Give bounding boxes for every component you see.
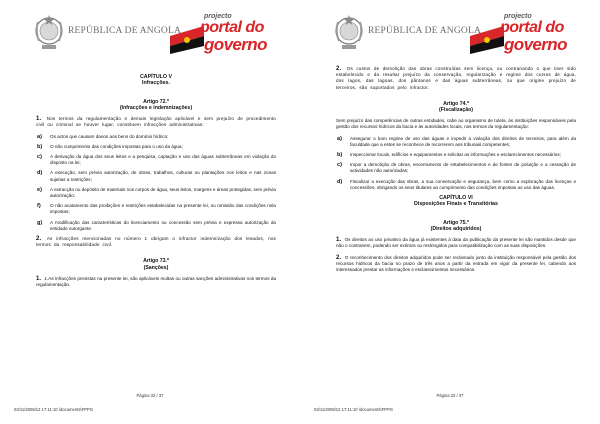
list-item-letter: f) [37, 203, 41, 210]
angola-coat-of-arms-icon [32, 12, 66, 52]
republic-title: REPÚBLICA DE ANGOLA [68, 26, 182, 36]
page-header [14, 12, 286, 56]
logo-line-2: governo [504, 35, 567, 54]
list-item-letter: a) [37, 133, 42, 140]
document-path: 03/11/2006/12 17:11:10 \documents\FPPG [314, 407, 393, 412]
chapter-heading-line: CAPÍTULO VI [439, 195, 473, 202]
article-heading-line: Artigo 72.º [143, 98, 169, 105]
page-number: Página 33 / 37 [436, 393, 464, 398]
paragraph [336, 237, 576, 249]
paragraph-number: 2. [336, 66, 342, 72]
page-number: Página 32 / 37 [136, 393, 164, 398]
chapter-heading [336, 195, 576, 208]
list-item [36, 220, 276, 232]
document-path: 03/11/2006/12 17:11:10 \documents\FPPG [14, 407, 93, 412]
list-item-text: Impor a demolição de obras, encerramento de estabelecimentos e de fontes de poluição e a cessação de actividades não autorizadas; [350, 162, 576, 174]
logo-line-1: portal do [200, 19, 264, 36]
republic-title: REPÚBLICA DE ANGOLA [368, 26, 482, 36]
page-right [300, 0, 600, 424]
paragraph-text: Os custos de demolição das obras construídas sem licença, ou contrariando o que tiver sido estabelecido e da resultar prejuízo da conservação, regularização e regime dos cursos de água, dos lagos, das lagoas, dos pântanos e das águas subterrâneas, ou que origine prejuízo de terceiros, são suportados pelo infractor. [336, 66, 576, 90]
list-item-letter: d) [337, 178, 343, 185]
list-item [36, 144, 276, 150]
list-item-letter: d) [37, 170, 43, 177]
paragraph-text: Sem prejuízo das competências de outras entidades, cabe ao organismo de tutela, às instituições responsáveis pela gestão dos recursos hídricos da bacia e às autoridades locais, nos termos da regulamentação: [336, 118, 576, 130]
list-item-text: Fiscalizar a execução das obras, a sua conservação e segurança, bem como a exploração das licenças e concessões, obrigando os seus titulares ao cumprimento das condições impostas ao uso das águas. [350, 178, 576, 190]
list-item [36, 134, 276, 140]
paragraph-number: 1. [36, 116, 42, 123]
article-heading-line: Artigo 74.º [443, 100, 469, 107]
paragraph-text: O reconhecimento dos direitos adquiridos pode ser reclamado junto da instituição responsável pela gestão dos recursos hídricos da bacia no prazo de três anos a partir da entrada em vigor da presente lei, cabendo aos interessados prestar as informações e esclarecimentos necessários. [336, 254, 576, 273]
logo-line-1: portal do [500, 19, 564, 36]
logo-small-text: projecto [204, 13, 232, 20]
article-heading-line: (Sanções) [143, 264, 169, 271]
paragraph [336, 118, 576, 130]
article-heading-line: (Fiscalização) [438, 107, 474, 114]
portal-do-governo-logo [466, 12, 578, 58]
list-item-text: A execução, sem prévia autorização, de obras, trabalhos, culturas ou plantações nos leitos e nas zonas sujeitas a restrições; [50, 170, 276, 182]
list-item-text: A extracção ou depósito de materiais nos corpos de água, seus leitos, margens e áreas protegidas, sem prévia autorização; [50, 186, 276, 199]
paragraph-number: 1. [36, 275, 42, 282]
article-heading [336, 220, 576, 232]
flag-icon [470, 26, 504, 54]
list-item-letter: c) [37, 154, 42, 161]
list-item-letter: b) [37, 143, 43, 150]
paragraph [336, 255, 576, 274]
article-heading-line: (Infracções e indemnizações) [119, 105, 193, 112]
portal-do-governo-logo [166, 12, 278, 58]
list-item-text: O não cumprimento das condições impostas para o uso da água; [50, 143, 183, 149]
paragraph-text: Nos termos da regulamentação e demais legislação aplicável e sem prejuízo de procedimento civil ou criminal se houver lugar, constituem infracções administrativas: [36, 116, 276, 128]
article-heading [36, 99, 276, 111]
logo-small-text: projecto [504, 13, 532, 20]
article-heading-line: (Direitos adquiridos) [430, 226, 482, 233]
list-item-text: Assegurar o bom regime de uso das águas e impedir a violação dos direitos de terceiros, para além da faculdade que a estes se reconhece de recorrerem aos tribunais competentes; [350, 135, 576, 147]
paragraph-text: As infracções mencionadas no número 1 obrigam o infractor indemnização dos lesados, nos termos da responsabilidade civil. [36, 236, 276, 248]
list-item-letter: b) [337, 152, 343, 159]
article-heading-line: Artigo 73.º [143, 258, 169, 265]
list-item [336, 162, 576, 174]
page-body [336, 66, 576, 278]
list-item [36, 170, 276, 182]
list-item-text: Inspeccionar locais, edifícios e equipamentos e solicitar as informações e esclarecimentos necessários; [350, 152, 561, 158]
list-item-letter: g) [37, 219, 43, 226]
paragraph-text: 1.As infracções previstas na presente lei, são aplicáveis multas ou outras sanções administrativas nos termos da regulamentação. [36, 275, 276, 288]
paragraph [36, 236, 276, 248]
page-body [36, 74, 276, 293]
list-item [36, 154, 276, 166]
article-heading [336, 101, 576, 113]
list-item [336, 152, 576, 158]
logo-line-2: governo [204, 35, 267, 54]
list-item [36, 187, 276, 199]
chapter-heading-line: Disposições Finais e Transitórias [414, 201, 498, 208]
paragraph-number: 2. [336, 254, 342, 261]
list-item-letter: a) [337, 135, 342, 142]
list-item-text: A modificação das características do licenciamento ou concessão sem prévia e expressa autorização da entidade outorgante. [50, 219, 276, 231]
paragraph-text: Os direitos ao uso privativo da água já existentes à data da publicação da presente lei são mantidos desde que não o contrariem, podendo ser extintos ou restringidos para compatibilização com as suas disposições. [336, 237, 576, 249]
paragraph [336, 66, 576, 91]
list-item-text: Os actos que causam danos aos bens do domínio hídrico; [50, 133, 169, 139]
chapter-heading-line: Infracções. [142, 80, 170, 87]
list-item [36, 203, 276, 215]
chapter-heading-line: CAPÍTULO V [139, 74, 173, 80]
article-heading-line: Artigo 75.º [443, 219, 469, 226]
list-item [336, 136, 576, 148]
flag-icon [170, 26, 204, 54]
list-item [336, 179, 576, 191]
paragraph [36, 116, 276, 128]
list-item-letter: c) [337, 162, 342, 169]
article-heading [36, 258, 276, 270]
chapter-heading [36, 74, 276, 87]
list-item-letter: e) [37, 186, 42, 193]
paragraph [36, 276, 276, 288]
angola-coat-of-arms-icon [332, 12, 366, 52]
paragraph-number: 1. [336, 237, 342, 244]
page-header [314, 12, 586, 56]
list-item-text: O não acatamento das proibições e restrições estabelecidas na presente lei, ou omissão das condições nela impostas; [50, 203, 276, 215]
paragraph-number: 2. [36, 236, 42, 243]
list-item-text: A derivação da água dos seus leitos e a pesquisa, captação e uso das águas subterrâneas em violação do disposto na lei; [50, 154, 276, 166]
